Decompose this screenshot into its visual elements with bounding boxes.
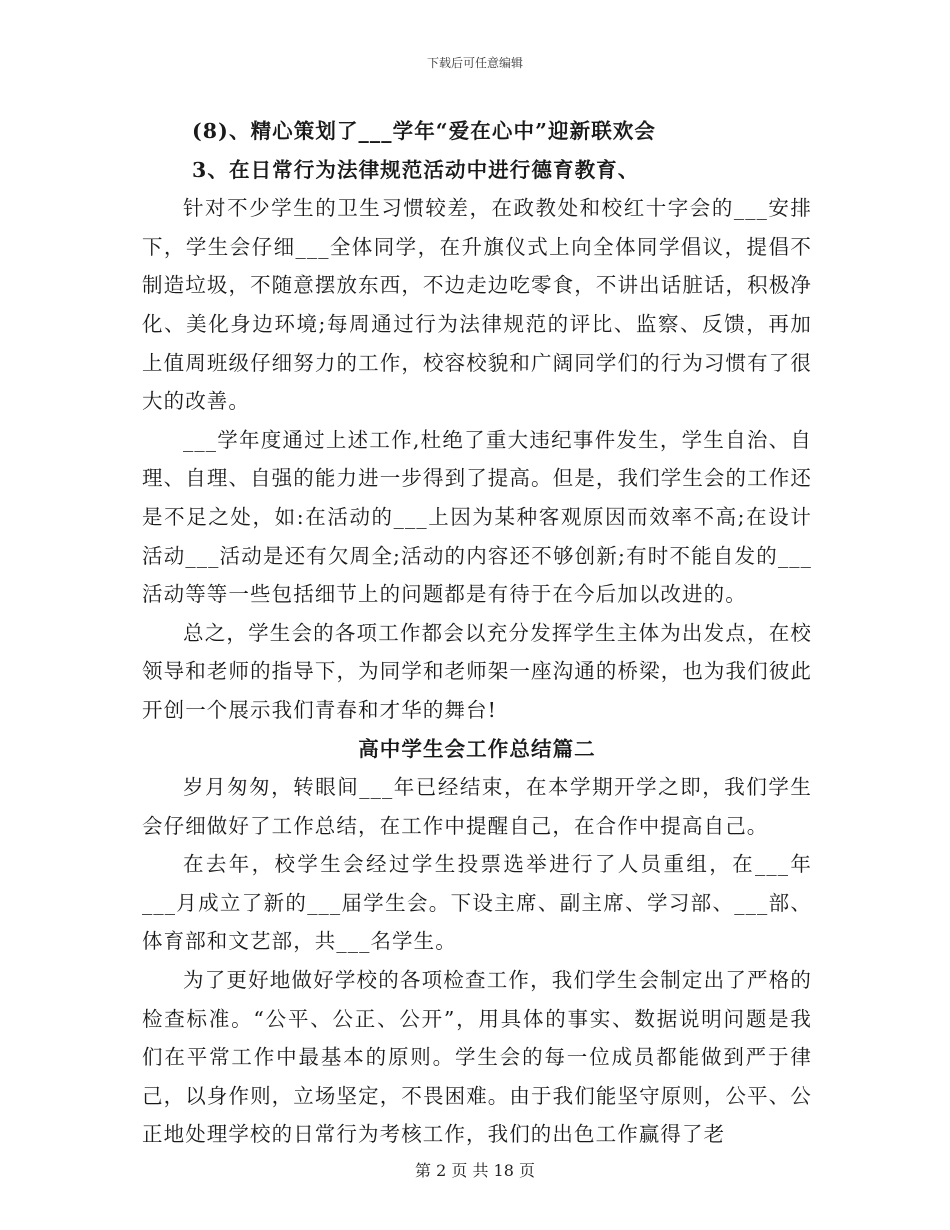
page-number: 第 2 页 共 18 页	[415, 1161, 535, 1180]
paragraph: ___学年度通过上述工作,杜绝了重大违纪事件发生，学生自治、自理、自理、自强的能力进一步得到了提高。但是，我们学生会的工作还是不足之处，如:在活动的___上因为某种客观原因而效率不高;在设计活动___活动是还有欠周全;活动的内容还不够创新;有时不能自发的___活动等等一些包括细节上的问题都是有待于在今后加以改进的。	[142, 427, 812, 607]
document-body	[142, 112, 812, 1154]
paragraph: 为了更好地做好学校的各项检查工作，我们学生会制定出了严格的检查标准。“公平、公正、公开”，用具体的事实、数据说明问题是我们在平常工作中最基本的原则。学生会的每一位成员都能做到严于律己，以身作则，立场坚定，不畏困难。由于我们能坚守原则，公平、公正地处理学校的日常行为考核工作，我们的出色工作赢得了老	[142, 968, 812, 1147]
section-heading: 3、在日常行为法律规范活动中进行德育教育、	[192, 157, 640, 182]
list-item-heading: (8)、精心策划了___学年“爱在心中”迎新联欢会	[192, 119, 656, 143]
paragraph: 岁月匆匆，转眼间___年已经结束，在本学期开学之即，我们学生会仔细做好了工作总结，在工作中提醒自己，在合作中提高自己。	[142, 775, 812, 838]
page-header: 下载后可任意编辑	[426, 56, 523, 70]
paragraph: 总之，学生会的各项工作都会以充分发挥学生主体为出发点，在校领导和老师的指导下，为同学和老师架一座沟通的桥梁，也为我们彼此开创一个展示我们青春和才华的舞台!	[142, 620, 812, 722]
paragraph: 针对不少学生的卫生习惯较差，在政教处和校红十字会的___安排下，学生会仔细___全体同学，在升旗仪式上向全体同学倡议，提倡不制造垃圾，不随意摆放东西，不边走边吃零食，不讲出话脏话，积极净化、美化身边环境;每周通过行为法律规范的评比、监察、反馈，再加上值周班级仔细努力的工作，校容校貌和广阔同学们的行为习惯有了很大的改善。	[142, 196, 812, 414]
paragraph: 在去年，校学生会经过学生投票选举进行了人员重组，在___年___月成立了新的___届学生会。下设主席、副主席、学习部、___部、体育部和文艺部，共___名学生。	[142, 852, 812, 954]
article-title: 高中学生会工作总结篇二	[358, 736, 596, 761]
